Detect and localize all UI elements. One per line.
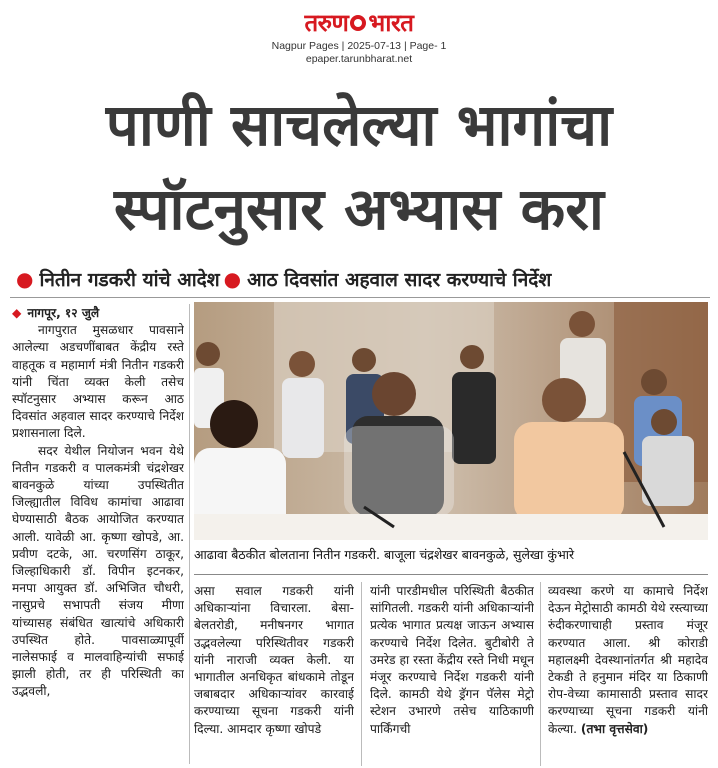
headline-line-1: पाणी साचलेल्या भागांचा	[105, 91, 613, 159]
article-column-1	[12, 305, 184, 765]
logo-word-left: तरुण	[304, 9, 349, 37]
epaper-url[interactable]: epaper.tarunbharat.net	[305, 53, 413, 65]
meeting-photo-illustration	[194, 302, 708, 540]
article-paragraph: नागपुरात मुसळधार पावसाने आलेल्या अडचणींबाबत केंद्रीय रस्ते वाहतूक व महामार्ग मंत्री नितीन गडकरी यांनी चिंता व्यक्त केली तसेच स्पॉटनुसार अभ्यास करून आठ दिवसांत अहवाल सादर करण्याचे निर्देश प्रशासनाला दिले.	[12, 323, 184, 441]
article-paragraph: व्यवस्था करणे या कामाचे निर्देश देऊन मेट्रोसाठी कामठी येथे रस्त्याच्या रुंदीकरणाचाही प्रस्ताव मंजूर करण्यात आला. श्री कोराडी महालक्ष्मी देवस्थानांतर्गत श्री महादेव टेकडी ते हनुमान मंदिर या ठिकाणी रोप-वेच्या कामासाठी प्रस्ताव सादर करण्याच्या सूचना गडकरी यांनी केल्या. (तभा वृत्तसेवा)	[548, 584, 708, 736]
newspaper-logo[interactable]	[278, 8, 440, 38]
subhead-point-2: आठ दिवसांत अहवाल सादर करण्याचे निर्देश	[247, 269, 552, 291]
meeting-photo	[194, 302, 708, 540]
news-agency-credit: (तभा वृत्तसेवा)	[580, 721, 649, 736]
article-column-3	[370, 583, 534, 766]
logo-emblem-icon	[350, 15, 366, 31]
subhead-divider	[10, 297, 710, 298]
red-bullet-icon: ●	[223, 267, 242, 291]
subhead-point-1: नितीन गडकरी यांचे आदेश	[39, 269, 220, 291]
article-paragraph: असा सवाल गडकरी यांनी अधिकाऱ्यांना विचारला. बेसा-बेलतरोडी, मनीषनगर भागात उद्भवलेल्या परिस्थितीवर गडकरी यांनी नाराजी व्यक्त केली. या भागातील अनधिकृत बांधकामे तोडून जबाबदार अधिकाऱ्यांवर कारवाई करण्याच्या सूचना गडकरी यांनी दिल्या. आमदार कृष्णा खोपडे	[194, 584, 354, 736]
column-divider	[361, 582, 362, 766]
column-divider	[189, 304, 190, 764]
article-column-4	[548, 583, 708, 766]
headline-line-2: स्पॉटनुसार अभ्यास करा	[114, 175, 604, 243]
article-paragraph: सदर येथील नियोजन भवन येथे नितीन गडकरी व पालकमंत्री चंद्रशेखर बावनकुळे यांच्या उपस्थितीत जिल्ह्यातील विविध कामांचा आढावा घेण्यासाठी बैठक आयोजित करण्यात आली. यावेळी आ. कृष्णा खोपडे, आ. प्रवीण दटके, आ. चरणसिंग ठाकूर, जिल्हाधिकारी डॉ. विपीन इटनकर, मनपा आयुक्त डॉ. अभिजित चौधरी, नासुप्रचे सभापती संजय मीणा यांच्यासह संबंधित खात्यांचे अधिकारी उपस्थित होते. पावसाळ्यापूर्वी नालेसफाई व मालवाहिन्यांची सफाई झाली होती, तर ही परिस्थिती का उद्भवली,	[12, 443, 184, 699]
column-divider	[540, 582, 541, 766]
red-bullet-icon: ●	[16, 267, 34, 291]
photo-caption: आढावा बैठकीत बोलताना नितीन गडकरी. बाजूला चंद्रशेखर बावनकुळे, सुलेखा कुंभारे	[194, 547, 575, 562]
dateline: ◆ नागपूर, १२ जुलै	[12, 306, 100, 320]
article-column-2	[194, 583, 354, 766]
logo-word-right: भारत	[368, 9, 414, 37]
caption-divider	[194, 574, 708, 575]
subheadline	[12, 266, 712, 292]
article-paragraph: यांनी पारडीमधील परिस्थिती बैठकीत सांगितली. गडकरी यांनी अधिकाऱ्यांनी प्रत्येक भागात प्रत्यक्ष जाऊन अभ्यास करण्याचे निर्देश दिलेत. बुटीबोरी ते उमरेड हा रस्ता केंद्रीय रस्ते निधी मधून मंजूर करण्याचे निर्देश गडकरी यांनी दिले. कामठी येथे ड्रॅगन पॅलेस मेट्रो स्टेशन उभारणे तसेच याठिकाणी पार्किंगची	[370, 584, 534, 736]
diamond-bullet-icon: ◆	[12, 306, 22, 320]
masthead	[0, 0, 718, 72]
edition-meta: Nagpur Pages | 2025-07-13 | Page- 1	[271, 40, 447, 52]
